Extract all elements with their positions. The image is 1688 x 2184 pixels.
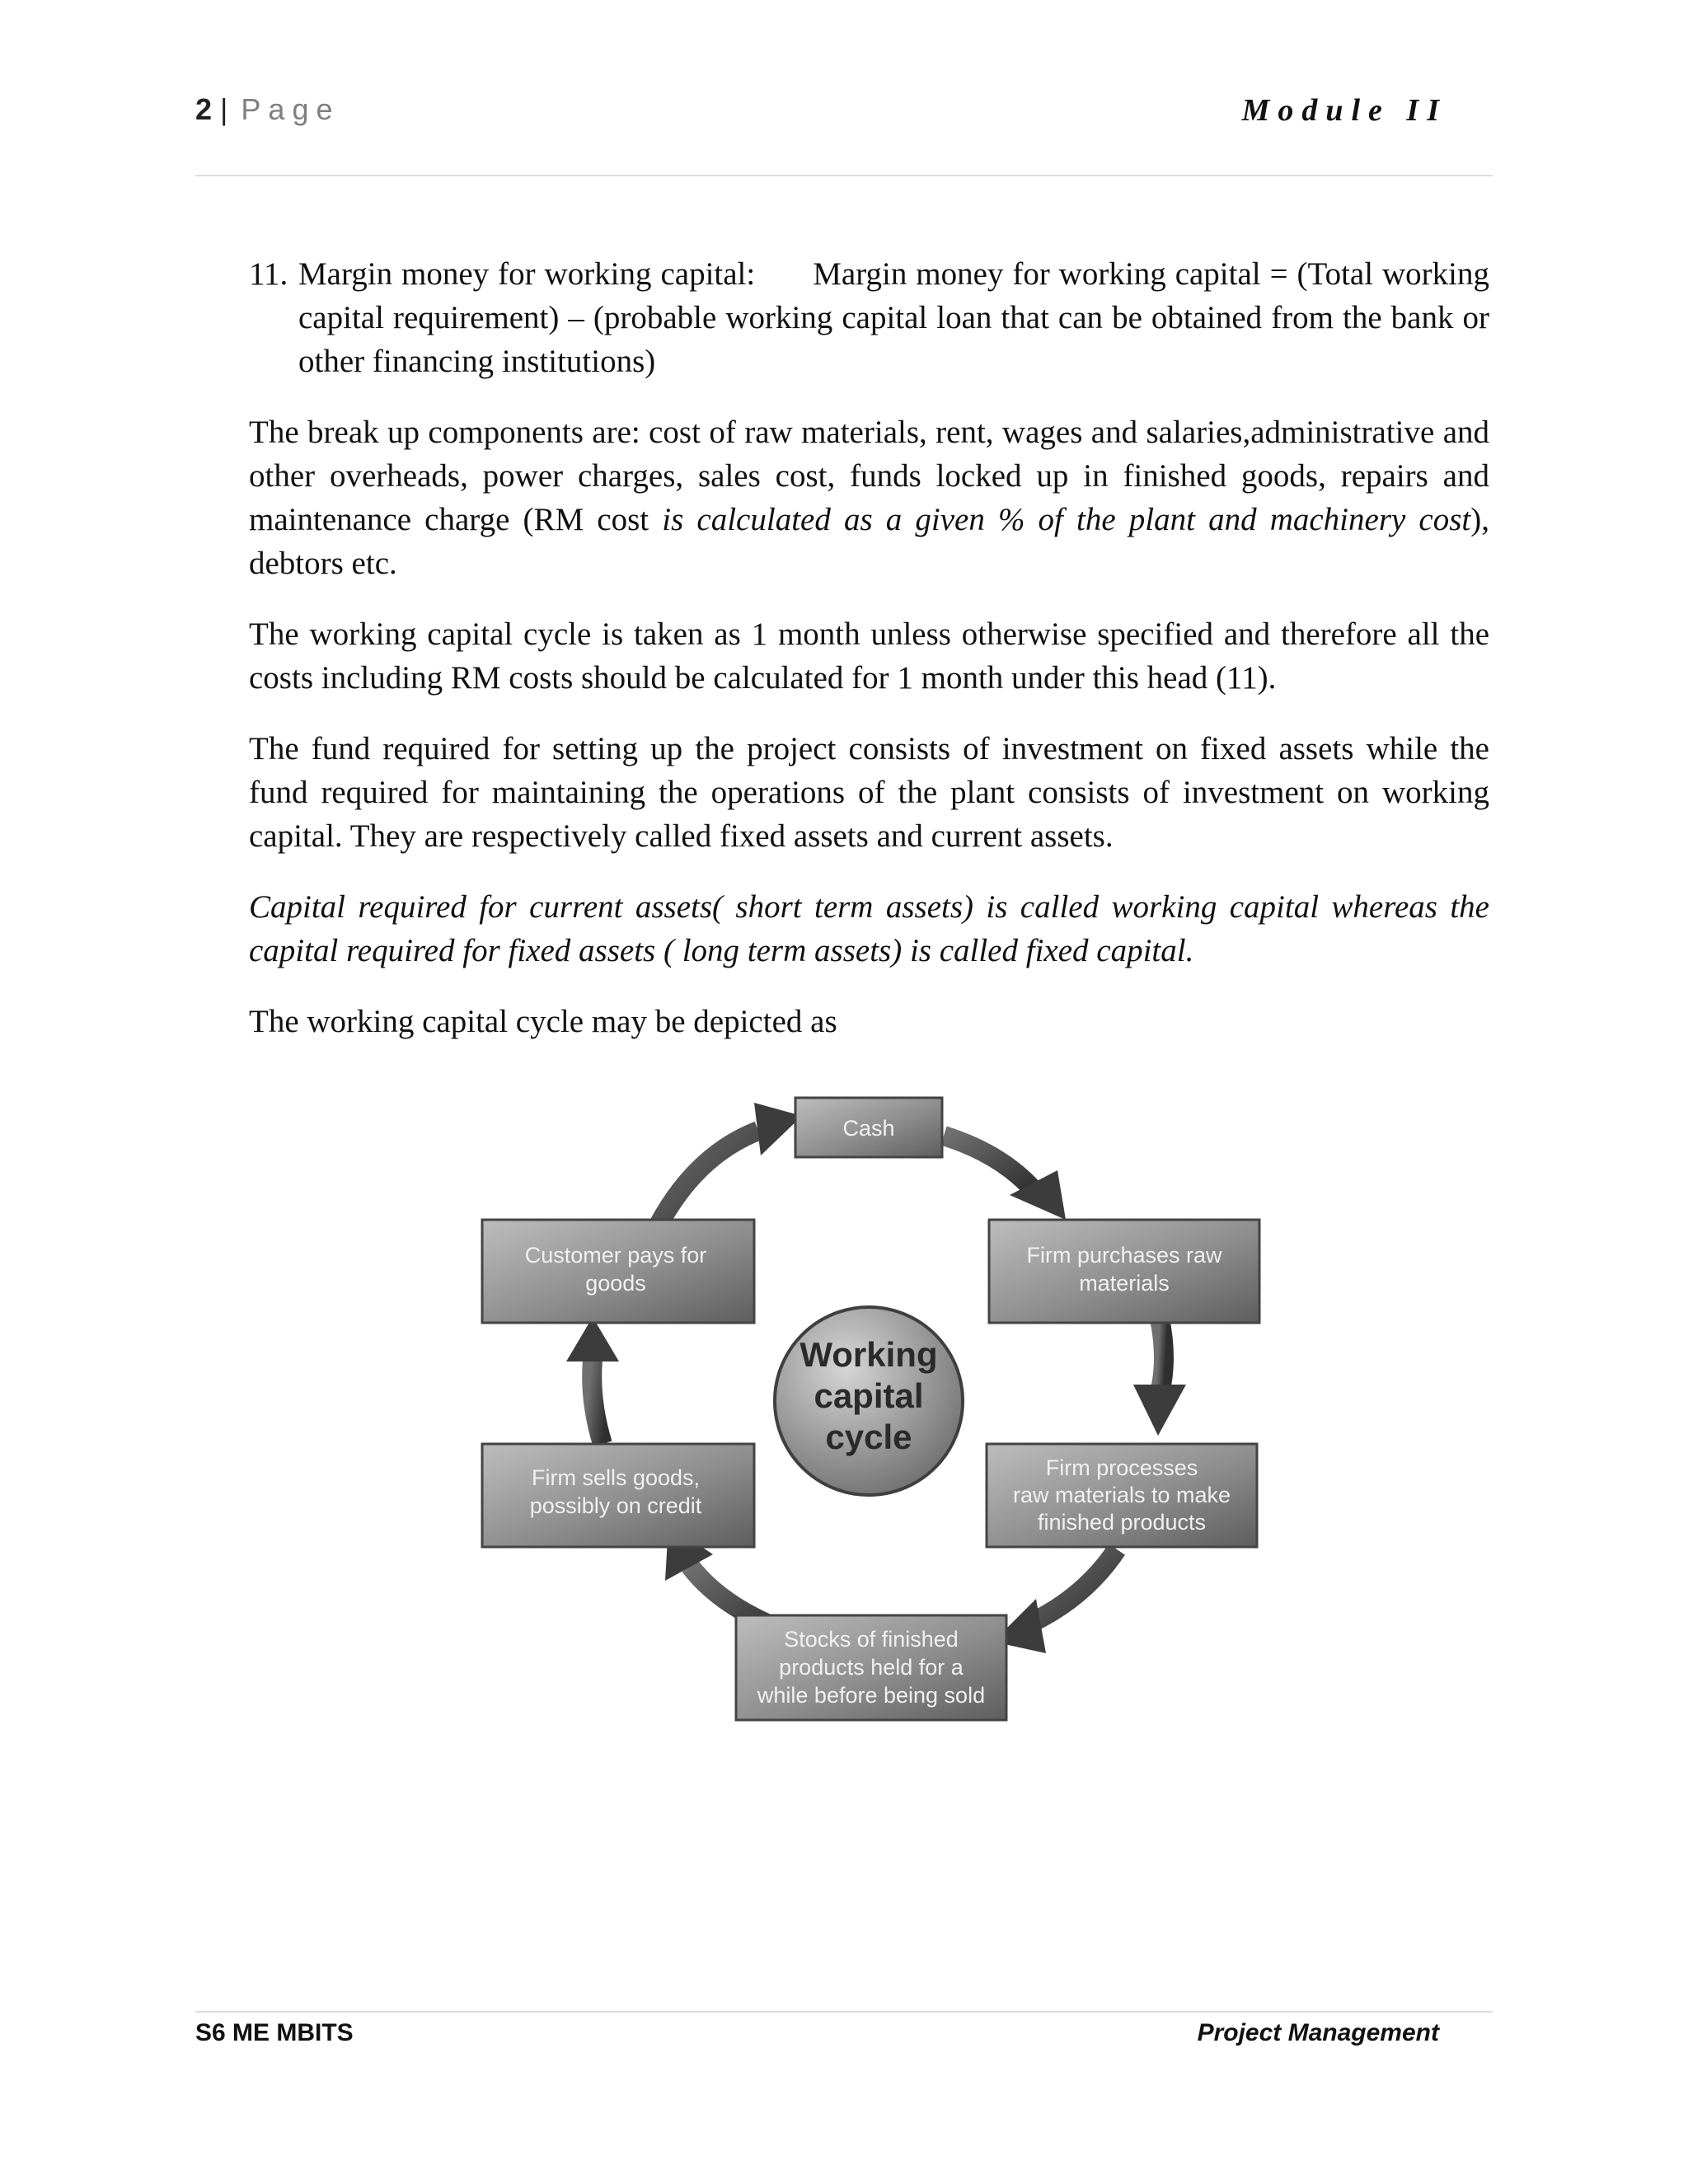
footer-left: S6 ME MBITS	[195, 2019, 354, 2046]
box-process-line3: finished products	[1037, 1510, 1207, 1535]
page-footer	[195, 2019, 1493, 2047]
box-process-line1: Firm processes	[1045, 1455, 1198, 1480]
cycle-paragraph: The working capital cycle is taken as 1 month unless otherwise specified and therefore all the costs including RM costs should be calculated for 1 month under this head (11).	[249, 616, 1489, 696]
fund-paragraph: The fund required for setting up the project consists of investment on fixed assets while the fund required for maintaining the operations of the plant consists of investment on working capital. They are respectively called fixed assets and current assets.	[249, 731, 1489, 854]
box-stocks	[736, 1615, 1006, 1720]
module-title: Module II	[1241, 93, 1447, 128]
list-item-11	[249, 252, 1489, 383]
list-item-definition: Margin money for working capital = (Total working capital requirement) – (probable working capital loan that can be obtained from the bank or other financing institutions)	[298, 256, 1489, 379]
cycle-diagram-svg	[474, 1088, 1265, 1727]
header-divider	[195, 175, 1493, 176]
box-sells-line2: possibly on credit	[529, 1493, 702, 1518]
page-word: Page	[241, 92, 340, 126]
page-number-value: 2	[195, 92, 213, 126]
document-body	[249, 252, 1489, 1071]
breakup-text: The break up components are: cost of raw materials, rent, wages and salaries,administrative and other overheads, power charges, sales cost, funds locked up in finished goods, repairs and maintenance charge (RM cost	[249, 415, 1489, 537]
depicted-paragraph: The working capital cycle may be depicted as	[249, 1004, 837, 1039]
center-line2: capital	[814, 1376, 924, 1415]
box-stocks-line2: products held for a	[779, 1655, 964, 1680]
box-customer-line1: Customer pays for	[524, 1243, 707, 1268]
arrow-process-to-stocks	[1026, 1549, 1117, 1625]
box-cash	[795, 1098, 942, 1157]
arrow-purchase-to-process	[1160, 1319, 1164, 1393]
list-item-number: 11.	[249, 256, 288, 292]
box-customer	[482, 1220, 754, 1323]
list-item-text	[298, 252, 1489, 383]
capital-definition-paragraph: Capital required for current assets( short term assets) is called working capital whereas the capital required for fixed assets ( long term assets) is called fixed capital.	[249, 889, 1489, 968]
arrow-sells-to-customer	[592, 1360, 603, 1444]
breakup-paragraph	[249, 410, 1489, 585]
page-header	[195, 92, 1493, 142]
arrow-head-to-process	[1133, 1385, 1186, 1436]
box-process	[987, 1444, 1257, 1547]
center-line3: cycle	[825, 1418, 912, 1456]
footer-right: Project Management	[1197, 2019, 1439, 2046]
page-number-separator: |	[220, 92, 228, 126]
center-circle	[775, 1307, 963, 1495]
box-customer-line2: goods	[585, 1271, 646, 1296]
footer-divider	[195, 2011, 1493, 2013]
breakup-italic-text: is calculated as a given % of the plant and machinery cost	[662, 502, 1471, 537]
box-cash-line1: Cash	[842, 1116, 895, 1141]
arrow-customer-to-cash	[657, 1131, 758, 1228]
box-sells	[482, 1444, 754, 1547]
box-purchase-line1: Firm purchases raw	[1026, 1243, 1222, 1268]
center-line1: Working	[799, 1335, 938, 1374]
page-number	[195, 92, 340, 127]
breakup-end-text: ), debtors etc.	[249, 502, 1489, 581]
box-purchase	[989, 1220, 1259, 1323]
box-stocks-line1: Stocks of finished	[784, 1627, 959, 1652]
arrow-cash-to-purchase	[944, 1136, 1034, 1191]
box-purchase-line2: materials	[1079, 1271, 1170, 1296]
box-stocks-line3: while before being sold	[757, 1683, 986, 1708]
box-sells-line1: Firm sells goods,	[531, 1465, 701, 1490]
working-capital-cycle-diagram	[474, 1088, 1265, 1727]
box-process-line2: raw materials to make	[1012, 1483, 1231, 1507]
list-item-label: Margin money for working capital:	[298, 256, 756, 292]
